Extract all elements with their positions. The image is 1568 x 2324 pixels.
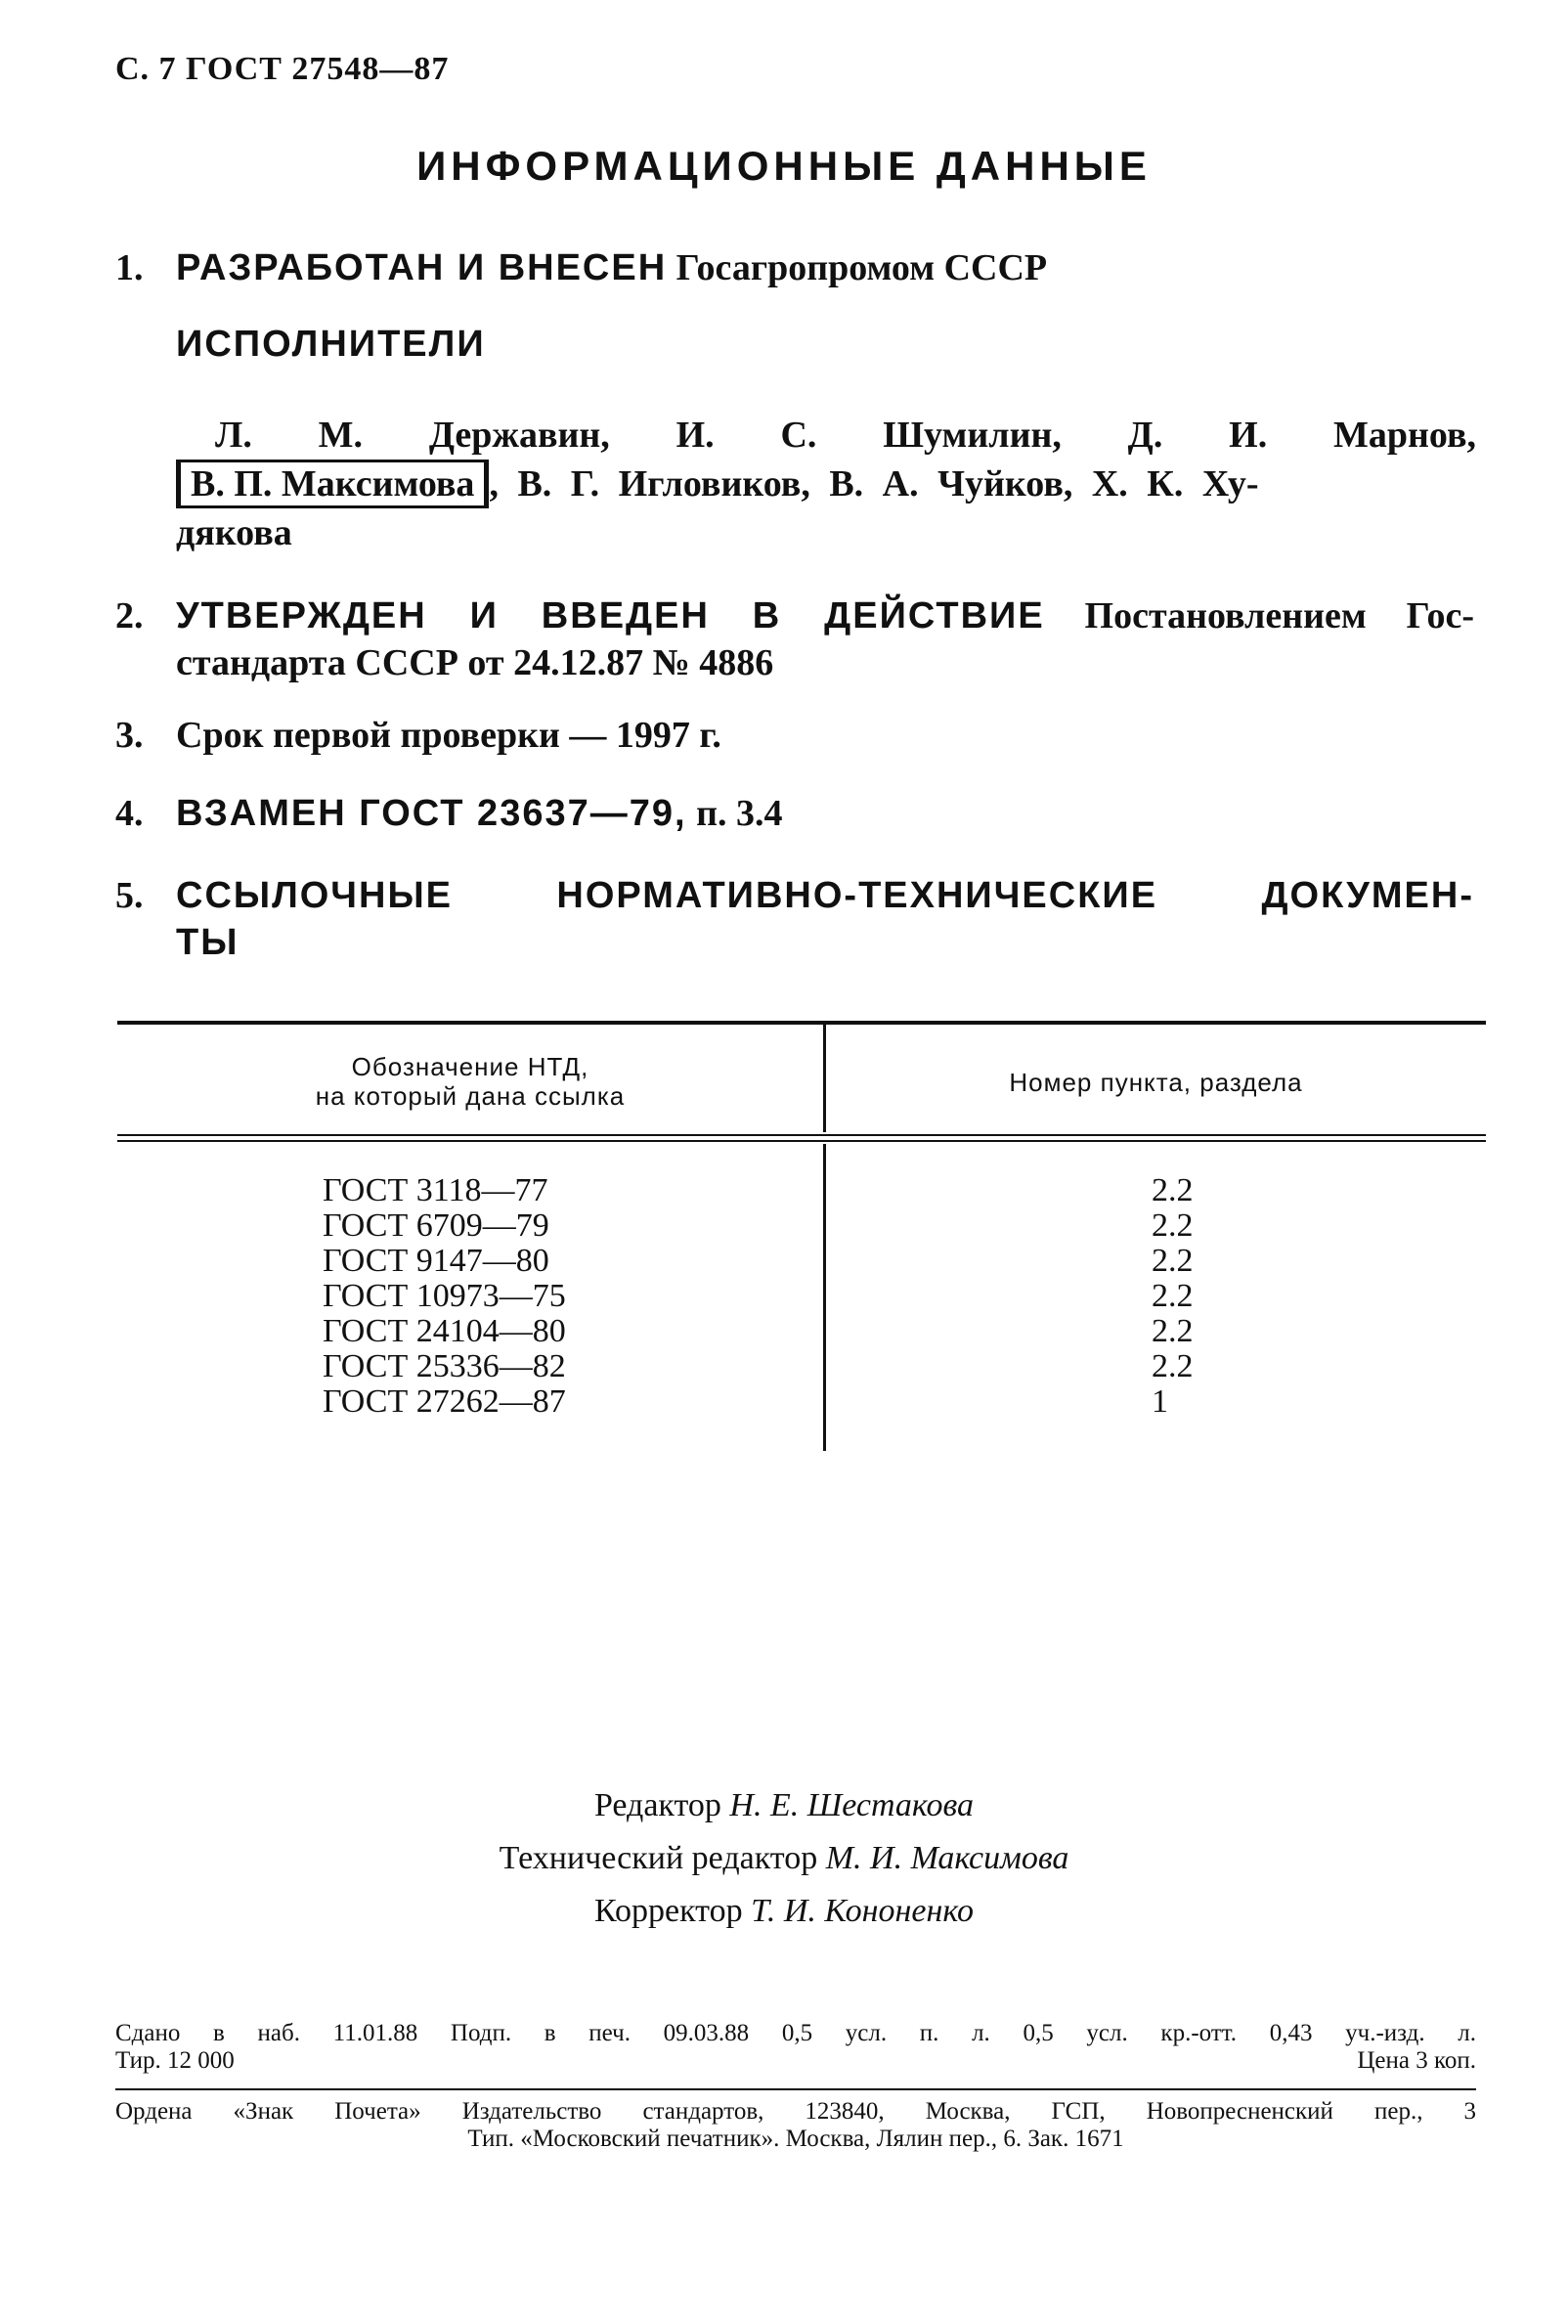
item-3-text: Срок первой проверки — 1997 г. <box>176 715 721 756</box>
credit-tech-name: М. И. Максимова <box>825 1840 1069 1876</box>
item-4-number: 4. <box>115 793 144 834</box>
imprint-divider <box>115 2088 1476 2090</box>
item-4 <box>115 790 1474 837</box>
page-header: С. 7 ГОСТ 27548—87 <box>115 51 450 87</box>
item-2 <box>115 592 1474 686</box>
performers-heading-row <box>176 321 1535 368</box>
credit-corr-role: Корректор <box>594 1893 752 1929</box>
performers-line-3: дякова <box>176 512 292 553</box>
performers-heading: ИСПОЛНИТЕЛИ <box>176 324 486 365</box>
credit-corrector <box>0 1885 1568 1938</box>
item-2-number: 2. <box>115 595 144 636</box>
item-5 <box>115 872 1474 966</box>
item-4-text: п. 3.4 <box>686 793 783 834</box>
imprint-line-4: Тип. «Московский печатник». Москва, Лялин пер., 6. Зак. 1671 <box>467 2126 1124 2152</box>
item-5-caps: ССЫЛОЧНЫЕ НОРМАТИВНО-ТЕХНИЧЕСКИЕ ДОКУМЕН- <box>176 875 1474 916</box>
imprint-price: Цена 3 коп. <box>1357 2047 1476 2074</box>
item-5-line-2: ТЫ <box>176 922 240 963</box>
item-2-line-2: стандарта СССР от 24.12.87 № 4886 <box>176 642 774 683</box>
credit-tech-editor <box>0 1832 1568 1885</box>
item-2-caps: УТВЕРЖДЕН И ВВЕДЕН В ДЕЙСТВИЕ <box>176 595 1045 636</box>
table-header-col-1-line-2: на который дана ссылка <box>315 1081 626 1111</box>
table-header-col-1-line-1: Обозначение НТД, <box>351 1052 589 1081</box>
imprint-line-3: Ордена «Знак Почета» Издательство стандартов, 123840, Москва, ГСП, Новопресненский пер., 3 <box>115 2098 1476 2125</box>
performers-line-2-rest: , В. Г. Игловиков, В. А. Чуйков, Х. К. Ху- <box>489 463 1259 504</box>
document-title: ИНФОРМАЦИОННЫЕ ДАННЫЕ <box>416 143 1152 189</box>
item-1-number: 1. <box>115 247 144 288</box>
table-col-2-values: 2.2 2.2 2.2 2.2 2.2 2.2 1 <box>1152 1172 1194 1420</box>
performers-line-1: Л. М. Державин, И. С. Шумилин, Д. И. Марнов, <box>215 415 1476 456</box>
table-header-col-1 <box>117 1052 823 1111</box>
item-1-caps: РАЗРАБОТАН И ВНЕСЕН <box>176 247 668 288</box>
item-1 <box>115 244 1474 291</box>
performers-list <box>176 411 1476 557</box>
item-4-caps: ВЗАМЕН ГОСТ 23637—79, <box>176 793 687 834</box>
credit-editor-name: Н. Е. Шестакова <box>729 1787 975 1823</box>
table-top-rule <box>117 1021 1486 1025</box>
imprint-line-1: Сдано в наб. 11.01.88 Подп. в печ. 09.03.88 0,5 усл. п. л. 0,5 усл. кр.-отт. 0,43 уч.-изд. л. <box>115 2020 1476 2046</box>
table-header-rule-2 <box>117 1140 1486 1142</box>
imprint-circulation: Тир. 12 000 <box>115 2047 235 2074</box>
table-header-col-2: Номер пункта, раздела <box>1009 1068 1303 1097</box>
performer-boxed: В. П. Максимова <box>176 460 489 508</box>
item-5-number: 5. <box>115 875 144 916</box>
performers-line-2 <box>192 460 1476 508</box>
imprint-line-2 <box>115 2047 1476 2075</box>
credit-editor <box>0 1779 1568 1832</box>
credit-corr-name: Т. И. Кононенко <box>751 1893 974 1929</box>
publisher-block <box>115 2098 1476 2153</box>
item-2-text: Постановлением Гос- <box>1044 595 1474 636</box>
item-3-number: 3. <box>115 715 144 756</box>
credit-tech-role: Технический редактор <box>499 1840 826 1876</box>
table-col-1-values: ГОСТ 3118—77 ГОСТ 6709—79 ГОСТ 9147—80 ГОСТ 10973—75 ГОСТ 24104—80 ГОСТ 25336—82 ГОСТ 27262—87 <box>323 1172 566 1420</box>
table-header-rule-1 <box>117 1134 1486 1136</box>
imprint-block <box>115 2020 1476 2075</box>
item-3 <box>115 712 1474 759</box>
credits <box>0 1779 1568 1938</box>
credit-editor-role: Редактор <box>593 1787 730 1823</box>
table-body-divider <box>823 1144 826 1451</box>
item-1-text: Госагропромом СССР <box>667 247 1048 288</box>
